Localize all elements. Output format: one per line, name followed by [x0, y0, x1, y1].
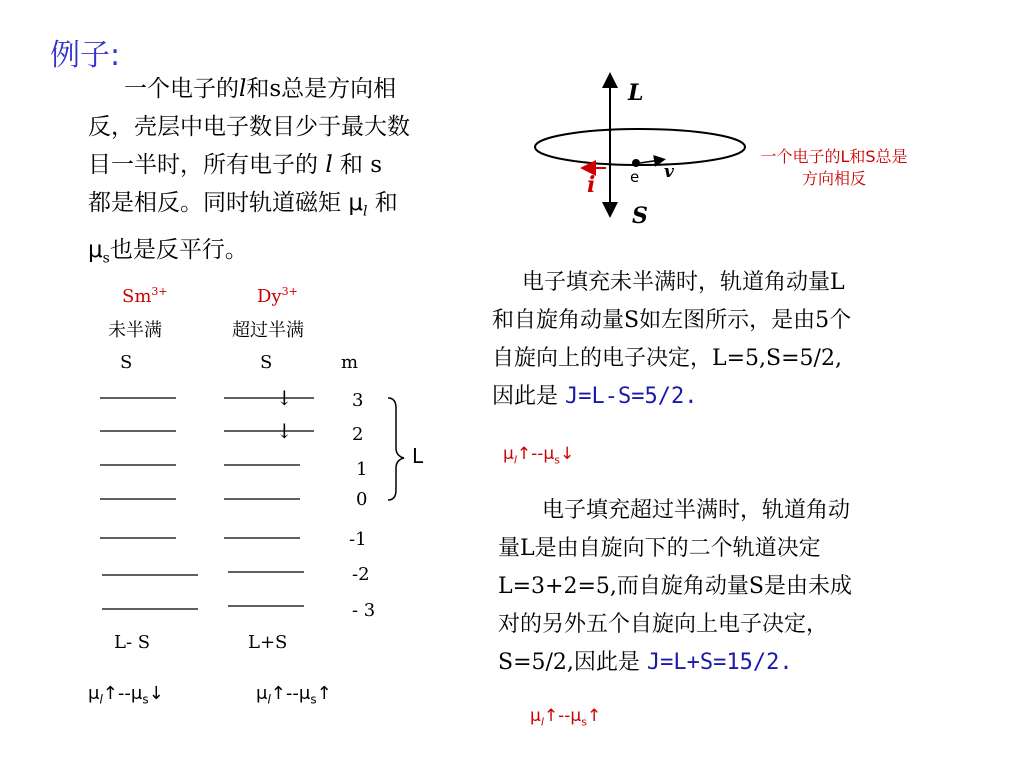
- S-label: S: [632, 203, 648, 229]
- orbit-ellipse: [535, 129, 745, 165]
- dy-moment-relation: $\mu_l↑--\mu_s↑$: [256, 683, 332, 707]
- intro-line-3: 目一半时，所有电子的 l 和 s: [88, 152, 383, 178]
- intro-line-2: 反，壳层中电子数目少于最大数: [88, 114, 410, 140]
- dy-levels: [224, 398, 314, 606]
- intro-line-1: 一个电子的l和s总是方向相: [124, 76, 397, 102]
- m-value: -2: [352, 564, 370, 585]
- velocity-label: v: [664, 162, 674, 182]
- dy-ion-label: $Dy^{3+}$: [257, 285, 298, 307]
- sm-levels: [100, 398, 198, 609]
- current-label: i: [587, 172, 596, 198]
- m-value: 3: [352, 390, 364, 411]
- slide-title: 例子:: [50, 38, 121, 73]
- right-paragraph-2: 电子填充超过半满时，轨道角动 量L是由自旋向下的二个轨道决定 L=3+2=5,而自旋角动量S是由未成 对的另外五个自旋向上电子决定， S=5/2,因此是 J=L+S=15/2.: [498, 498, 852, 675]
- electron-dot: [632, 159, 640, 167]
- m-value: 1: [356, 459, 368, 480]
- right2-moment-relation: $\mu_l↑--\mu_s↑$: [530, 706, 602, 729]
- m-value: - 3: [352, 600, 376, 621]
- sm-moment-relation: $\mu_l↑--\mu_s↓$: [88, 683, 164, 707]
- electron-label: e: [630, 168, 640, 186]
- m-value: -1: [349, 529, 367, 550]
- m-header: m: [341, 352, 359, 373]
- intro-line-5: $\mu_s$也是反平行。: [88, 236, 248, 267]
- L-brace-label: L: [412, 444, 424, 468]
- right1-moment-relation: $\mu_l↑--\mu_s↓$: [503, 444, 575, 467]
- m-value: 2: [352, 424, 364, 445]
- velocity-arrow: [640, 160, 660, 163]
- dy-formula: L+S: [248, 632, 288, 653]
- sm-s-header: S: [120, 352, 133, 373]
- L-brace: [388, 398, 404, 500]
- sm-formula: L- S: [114, 632, 151, 653]
- L-label: L: [628, 80, 644, 106]
- dy-s-header: S: [260, 352, 273, 373]
- intro-line-4: 都是相反。同时轨道磁矩 $\mu_l$ 和: [88, 190, 398, 220]
- dy-arrow-m2: ↓: [276, 419, 293, 443]
- dy-arrow-m3: ↓: [276, 386, 293, 410]
- m-value: 0: [356, 489, 368, 510]
- orbit-note: 一个电子的L和S总是 方向相反: [760, 147, 908, 188]
- sm-ion-label: $Sm^{3+}$: [122, 285, 168, 307]
- dy-desc: 超过半满: [232, 320, 304, 341]
- right-paragraph-1: 电子填充未半满时，轨道角动量L 和自旋角动量S如左图所示，是由5个 自旋向上的电子决定，L=5,S=5/2, 因此是 J=L-S=5/2.: [492, 270, 852, 409]
- sm-desc: 未半满: [108, 320, 162, 341]
